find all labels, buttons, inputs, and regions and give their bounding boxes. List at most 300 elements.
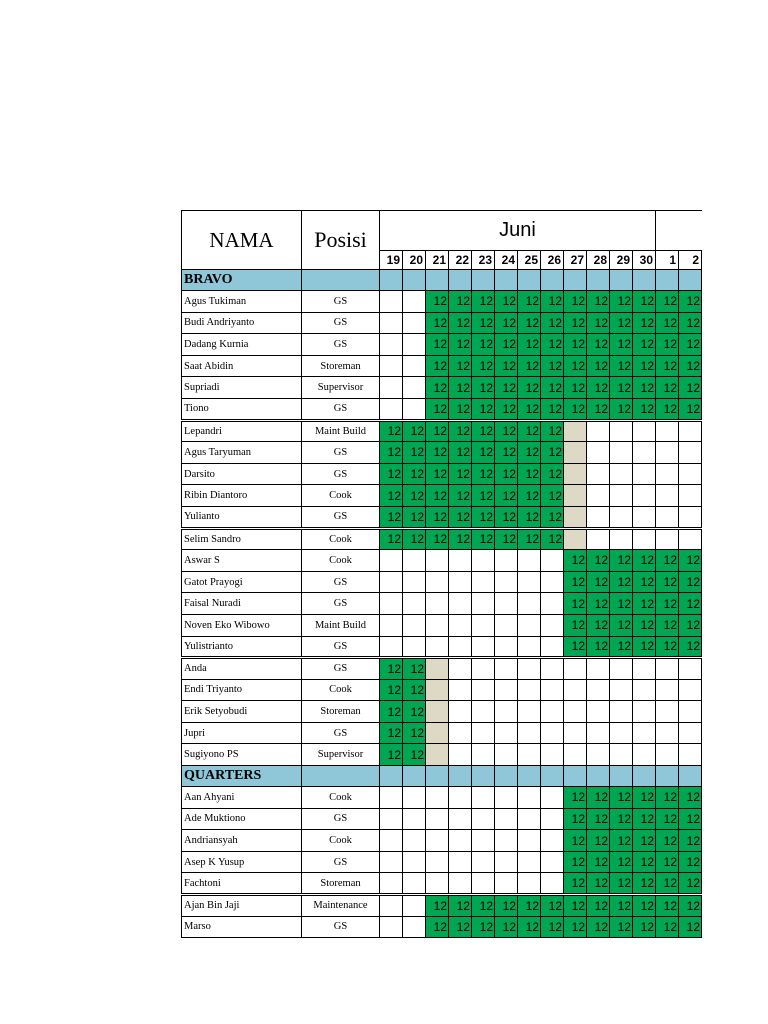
shift-cell-empty (656, 420, 679, 442)
shift-cell-working: 12 (495, 895, 518, 917)
shift-cell-empty (495, 722, 518, 744)
shift-cell-working: 12 (518, 291, 541, 313)
day-header: 27 (564, 251, 587, 270)
shift-cell-empty (472, 851, 495, 873)
shift-cell-working: 12 (403, 420, 426, 442)
employee-row (182, 420, 702, 442)
employee-name: Yulistrianto (182, 636, 302, 658)
shift-cell-working: 12 (656, 334, 679, 356)
employee-row (182, 636, 702, 658)
shift-cell-empty (656, 506, 679, 528)
shift-cell-empty (403, 377, 426, 399)
shift-cell-working: 12 (564, 873, 587, 895)
employee-row (182, 442, 702, 464)
shift-cell-working: 12 (403, 679, 426, 701)
shift-cell-working: 12 (426, 916, 449, 938)
shift-cell-working: 12 (426, 528, 449, 550)
shift-cell-working: 12 (679, 334, 702, 356)
shift-cell-working: 12 (564, 398, 587, 420)
shift-cell-empty (518, 787, 541, 809)
shift-cell-working: 12 (564, 377, 587, 399)
shift-cell-empty (541, 808, 564, 830)
employee-name: Endi Triyanto (182, 679, 302, 701)
shift-cell-working: 12 (564, 808, 587, 830)
shift-cell-working: 12 (564, 830, 587, 852)
shift-cell-empty (380, 830, 403, 852)
shift-cell-working: 12 (656, 355, 679, 377)
shift-cell-working: 12 (656, 787, 679, 809)
employee-name: Noven Eko Wibowo (182, 614, 302, 636)
shift-cell-empty (679, 701, 702, 723)
employee-row (182, 593, 702, 615)
shift-cell-working: 12 (564, 895, 587, 917)
shift-cell-working: 12 (449, 485, 472, 507)
shift-cell-empty (679, 658, 702, 680)
employee-position: GS (302, 506, 380, 528)
shift-cell-empty (472, 571, 495, 593)
shift-cell-empty (380, 851, 403, 873)
shift-cell-empty (495, 593, 518, 615)
shift-cell-empty (380, 916, 403, 938)
shift-cell-empty (495, 658, 518, 680)
shift-cell-empty (449, 722, 472, 744)
shift-cell-empty (380, 355, 403, 377)
shift-cell-empty (403, 787, 426, 809)
shift-cell-empty (426, 873, 449, 895)
shift-cell-working: 12 (472, 334, 495, 356)
group-header-cell (302, 270, 380, 291)
group-header-cell (495, 766, 518, 787)
shift-cell-working: 12 (472, 528, 495, 550)
group-header-cell (610, 766, 633, 787)
shift-cell-working: 12 (495, 916, 518, 938)
shift-cell-working: 12 (380, 506, 403, 528)
shift-cell-empty (403, 312, 426, 334)
shift-cell-empty (380, 334, 403, 356)
shift-cell-empty (380, 312, 403, 334)
group-header-row (182, 766, 702, 787)
shift-cell-empty (541, 550, 564, 572)
group-header-cell (656, 766, 679, 787)
shift-cell-empty (633, 485, 656, 507)
employee-name: Tiono (182, 398, 302, 420)
shift-cell-empty (472, 830, 495, 852)
employee-position: GS (302, 808, 380, 830)
employee-position: Cook (302, 485, 380, 507)
shift-cell-empty (633, 420, 656, 442)
shift-cell-empty (564, 701, 587, 723)
shift-cell-working: 12 (449, 420, 472, 442)
shift-cell-transition (564, 442, 587, 464)
shift-cell-working: 12 (472, 398, 495, 420)
group-header-cell (610, 270, 633, 291)
shift-cell-working: 12 (518, 916, 541, 938)
column-header-posisi: Posisi (302, 211, 380, 270)
shift-cell-working: 12 (449, 442, 472, 464)
shift-cell-working: 12 (449, 334, 472, 356)
shift-cell-working: 12 (564, 593, 587, 615)
shift-cell-empty (472, 636, 495, 658)
shift-cell-working: 12 (610, 377, 633, 399)
shift-cell-working: 12 (633, 787, 656, 809)
shift-cell-empty (633, 463, 656, 485)
shift-cell-working: 12 (633, 636, 656, 658)
shift-cell-working: 12 (518, 312, 541, 334)
day-header: 26 (541, 251, 564, 270)
shift-cell-empty (403, 593, 426, 615)
shift-cell-working: 12 (610, 571, 633, 593)
shift-cell-working: 12 (403, 722, 426, 744)
employee-row (182, 550, 702, 572)
group-name: QUARTERS (182, 766, 302, 787)
shift-cell-empty (403, 895, 426, 917)
shift-cell-working: 12 (541, 895, 564, 917)
shift-cell-working: 12 (449, 463, 472, 485)
employee-name: Selim Sandro (182, 528, 302, 550)
shift-cell-working: 12 (610, 312, 633, 334)
employee-name: Agus Taryuman (182, 442, 302, 464)
shift-cell-empty (449, 744, 472, 766)
shift-cell-working: 12 (403, 658, 426, 680)
shift-cell-empty (679, 463, 702, 485)
shift-cell-working: 12 (587, 808, 610, 830)
employee-name: Sugiyono PS (182, 744, 302, 766)
shift-cell-empty (610, 679, 633, 701)
month-header-next (656, 211, 702, 251)
shift-cell-working: 12 (610, 851, 633, 873)
shift-cell-working: 12 (633, 873, 656, 895)
group-name: BRAVO (182, 270, 302, 291)
shift-cell-empty (564, 658, 587, 680)
shift-cell-empty (472, 658, 495, 680)
shift-cell-empty (541, 571, 564, 593)
shift-cell-empty (633, 722, 656, 744)
employee-name: Faisal Nuradi (182, 593, 302, 615)
shift-cell-empty (495, 571, 518, 593)
employee-name: Budi Andriyanto (182, 312, 302, 334)
shift-cell-working: 12 (633, 312, 656, 334)
group-header-cell (426, 270, 449, 291)
shift-cell-working: 12 (679, 787, 702, 809)
shift-cell-transition (426, 679, 449, 701)
shift-cell-working: 12 (380, 528, 403, 550)
employee-name: Darsito (182, 463, 302, 485)
shift-cell-empty (541, 679, 564, 701)
shift-cell-empty (495, 701, 518, 723)
shift-cell-working: 12 (403, 442, 426, 464)
shift-cell-working: 12 (587, 377, 610, 399)
group-header-cell (541, 766, 564, 787)
group-header-cell (449, 766, 472, 787)
shift-cell-empty (426, 593, 449, 615)
shift-cell-working: 12 (679, 873, 702, 895)
employee-position: GS (302, 334, 380, 356)
shift-cell-working: 12 (633, 593, 656, 615)
shift-cell-working: 12 (472, 895, 495, 917)
shift-cell-working: 12 (541, 377, 564, 399)
shift-cell-working: 12 (564, 334, 587, 356)
shift-cell-working: 12 (564, 355, 587, 377)
day-header: 19 (380, 251, 403, 270)
shift-cell-empty (541, 701, 564, 723)
shift-cell-working: 12 (610, 593, 633, 615)
shift-cell-transition (564, 463, 587, 485)
employee-name: Erik Setyobudi (182, 701, 302, 723)
shift-cell-working: 12 (472, 916, 495, 938)
shift-cell-working: 12 (495, 420, 518, 442)
shift-cell-empty (587, 463, 610, 485)
shift-cell-working: 12 (587, 571, 610, 593)
employee-row (182, 485, 702, 507)
group-header-cell (403, 270, 426, 291)
roster-table (181, 210, 702, 938)
shift-cell-working: 12 (656, 851, 679, 873)
shift-cell-working: 12 (633, 830, 656, 852)
shift-cell-empty (518, 851, 541, 873)
group-header-cell (679, 270, 702, 291)
employee-position: GS (302, 636, 380, 658)
group-header-cell (518, 766, 541, 787)
employee-position: Storeman (302, 355, 380, 377)
shift-cell-empty (610, 442, 633, 464)
shift-cell-empty (449, 614, 472, 636)
shift-cell-empty (380, 873, 403, 895)
employee-position: GS (302, 658, 380, 680)
shift-cell-working: 12 (380, 679, 403, 701)
shift-cell-empty (403, 873, 426, 895)
shift-cell-working: 12 (656, 830, 679, 852)
shift-cell-empty (472, 679, 495, 701)
shift-cell-working: 12 (472, 377, 495, 399)
employee-row (182, 658, 702, 680)
employee-position: GS (302, 312, 380, 334)
shift-cell-working: 12 (426, 895, 449, 917)
shift-cell-empty (472, 701, 495, 723)
shift-cell-empty (541, 787, 564, 809)
employee-row (182, 528, 702, 550)
shift-cell-transition (564, 485, 587, 507)
shift-cell-working: 12 (564, 614, 587, 636)
shift-cell-empty (495, 550, 518, 572)
shift-cell-working: 12 (656, 291, 679, 313)
shift-cell-working: 12 (518, 485, 541, 507)
shift-cell-working: 12 (426, 485, 449, 507)
employee-position: Maint Build (302, 420, 380, 442)
employee-row (182, 291, 702, 313)
shift-cell-working: 12 (679, 312, 702, 334)
shift-cell-empty (587, 679, 610, 701)
shift-cell-empty (610, 744, 633, 766)
shift-cell-working: 12 (426, 377, 449, 399)
group-header-cell (587, 270, 610, 291)
shift-cell-working: 12 (449, 895, 472, 917)
shift-cell-empty (472, 614, 495, 636)
shift-cell-empty (426, 636, 449, 658)
shift-cell-working: 12 (541, 463, 564, 485)
shift-cell-working: 12 (426, 420, 449, 442)
shift-cell-empty (656, 744, 679, 766)
employee-name: Dadang Kurnia (182, 334, 302, 356)
employee-row (182, 334, 702, 356)
shift-cell-empty (403, 830, 426, 852)
shift-cell-working: 12 (587, 398, 610, 420)
employee-position: GS (302, 442, 380, 464)
shift-cell-working: 12 (426, 463, 449, 485)
shift-cell-transition (426, 658, 449, 680)
shift-cell-working: 12 (518, 355, 541, 377)
employee-row (182, 916, 702, 938)
shift-cell-working: 12 (541, 312, 564, 334)
shift-cell-empty (426, 851, 449, 873)
shift-cell-working: 12 (679, 808, 702, 830)
shift-cell-working: 12 (656, 593, 679, 615)
shift-cell-empty (610, 420, 633, 442)
shift-cell-empty (426, 550, 449, 572)
shift-cell-empty (449, 658, 472, 680)
shift-cell-working: 12 (472, 355, 495, 377)
shift-cell-empty (380, 593, 403, 615)
shift-cell-working: 12 (518, 377, 541, 399)
employee-position: Cook (302, 528, 380, 550)
group-header-cell (380, 766, 403, 787)
shift-cell-working: 12 (610, 895, 633, 917)
shift-cell-working: 12 (541, 291, 564, 313)
shift-cell-working: 12 (472, 463, 495, 485)
employee-row (182, 614, 702, 636)
shift-cell-empty (380, 291, 403, 313)
shift-cell-empty (449, 808, 472, 830)
shift-cell-empty (403, 334, 426, 356)
employee-row (182, 895, 702, 917)
shift-cell-empty (380, 614, 403, 636)
shift-cell-working: 12 (587, 312, 610, 334)
shift-cell-working: 12 (679, 593, 702, 615)
employee-position: Maint Build (302, 614, 380, 636)
employee-row (182, 808, 702, 830)
shift-cell-working: 12 (426, 442, 449, 464)
shift-cell-working: 12 (472, 506, 495, 528)
shift-cell-empty (656, 679, 679, 701)
shift-cell-empty (380, 398, 403, 420)
employee-position: Supervisor (302, 377, 380, 399)
shift-cell-empty (518, 679, 541, 701)
shift-cell-working: 12 (679, 895, 702, 917)
shift-cell-working: 12 (495, 334, 518, 356)
shift-cell-empty (380, 571, 403, 593)
shift-cell-empty (656, 485, 679, 507)
group-header-cell (472, 766, 495, 787)
shift-cell-empty (518, 636, 541, 658)
shift-cell-working: 12 (495, 398, 518, 420)
shift-cell-transition (564, 420, 587, 442)
shift-cell-working: 12 (656, 550, 679, 572)
shift-cell-working: 12 (518, 463, 541, 485)
shift-cell-working: 12 (587, 614, 610, 636)
shift-cell-working: 12 (541, 528, 564, 550)
shift-cell-working: 12 (656, 571, 679, 593)
shift-cell-empty (518, 744, 541, 766)
employee-position: GS (302, 571, 380, 593)
shift-cell-empty (656, 442, 679, 464)
shift-cell-working: 12 (449, 312, 472, 334)
employee-position: GS (302, 916, 380, 938)
shift-cell-working: 12 (403, 701, 426, 723)
shift-cell-working: 12 (495, 506, 518, 528)
employee-row (182, 463, 702, 485)
employee-position: GS (302, 463, 380, 485)
shift-cell-empty (380, 787, 403, 809)
shift-cell-working: 12 (403, 485, 426, 507)
shift-cell-working: 12 (449, 398, 472, 420)
shift-cell-working: 12 (449, 506, 472, 528)
shift-cell-working: 12 (656, 895, 679, 917)
shift-cell-transition (426, 722, 449, 744)
shift-cell-working: 12 (426, 334, 449, 356)
shift-cell-working: 12 (656, 312, 679, 334)
shift-cell-working: 12 (610, 398, 633, 420)
shift-cell-working: 12 (610, 916, 633, 938)
shift-cell-empty (679, 442, 702, 464)
shift-cell-working: 12 (495, 291, 518, 313)
shift-cell-empty (656, 463, 679, 485)
shift-cell-working: 12 (495, 528, 518, 550)
shift-cell-working: 12 (633, 895, 656, 917)
shift-cell-empty (518, 830, 541, 852)
shift-cell-working: 12 (472, 291, 495, 313)
shift-cell-empty (472, 873, 495, 895)
employee-position: GS (302, 722, 380, 744)
day-header: 20 (403, 251, 426, 270)
shift-cell-working: 12 (472, 442, 495, 464)
shift-cell-empty (633, 528, 656, 550)
employee-row (182, 787, 702, 809)
day-header: 30 (633, 251, 656, 270)
shift-cell-empty (587, 442, 610, 464)
shift-cell-working: 12 (679, 851, 702, 873)
shift-cell-working: 12 (587, 291, 610, 313)
day-header: 25 (518, 251, 541, 270)
shift-cell-working: 12 (633, 291, 656, 313)
shift-cell-working: 12 (633, 851, 656, 873)
shift-cell-working: 12 (587, 873, 610, 895)
shift-cell-empty (587, 485, 610, 507)
shift-cell-empty (403, 550, 426, 572)
employee-row (182, 377, 702, 399)
shift-cell-working: 12 (679, 830, 702, 852)
group-header-cell (679, 766, 702, 787)
shift-cell-working: 12 (449, 291, 472, 313)
shift-cell-empty (541, 744, 564, 766)
shift-cell-working: 12 (656, 614, 679, 636)
shift-cell-working: 12 (587, 787, 610, 809)
shift-cell-empty (518, 550, 541, 572)
shift-cell-empty (610, 485, 633, 507)
shift-cell-empty (541, 636, 564, 658)
shift-cell-empty (633, 506, 656, 528)
shift-cell-empty (495, 787, 518, 809)
shift-cell-empty (403, 291, 426, 313)
shift-cell-working: 12 (518, 442, 541, 464)
shift-cell-empty (518, 873, 541, 895)
shift-cell-working: 12 (541, 916, 564, 938)
shift-cell-working: 12 (633, 398, 656, 420)
employee-name: Aan Ahyani (182, 787, 302, 809)
shift-cell-empty (610, 528, 633, 550)
shift-cell-working: 12 (633, 916, 656, 938)
shift-cell-empty (449, 550, 472, 572)
group-header-cell (426, 766, 449, 787)
shift-cell-working: 12 (518, 398, 541, 420)
